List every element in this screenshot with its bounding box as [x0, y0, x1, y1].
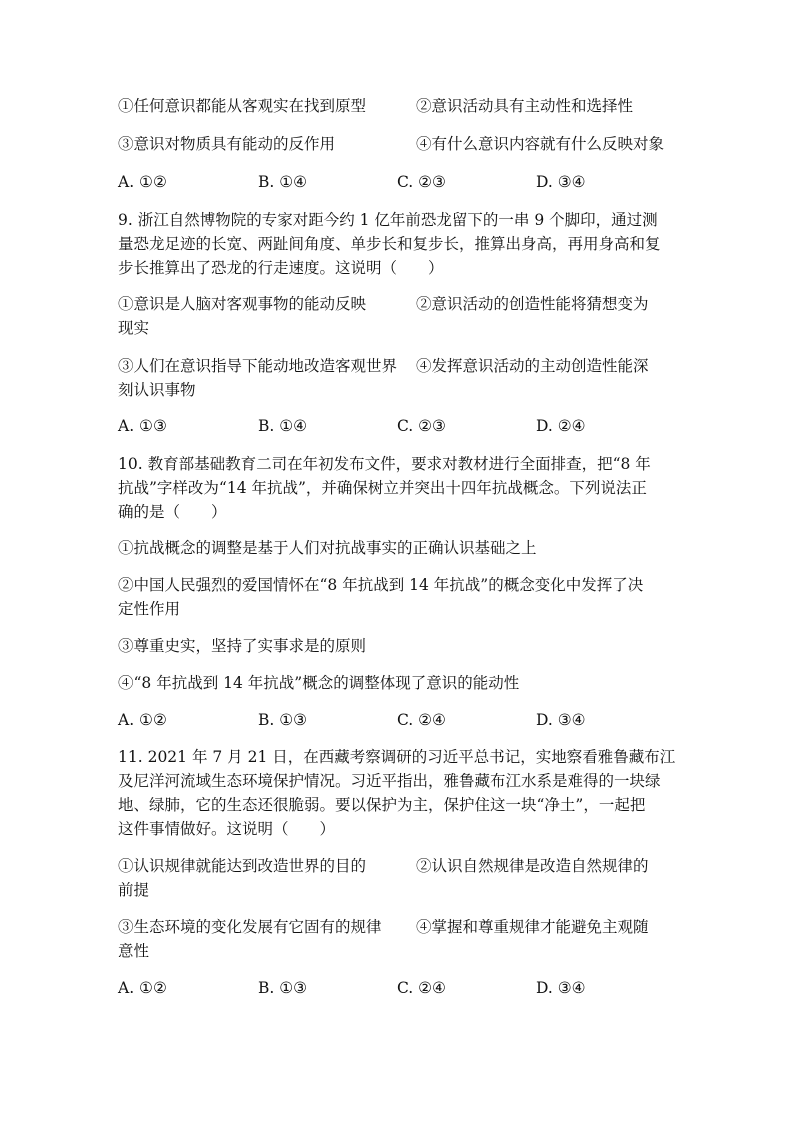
- q11-answer-d: D. ③④: [536, 979, 586, 997]
- q11-answer-c: C. ②④: [397, 979, 446, 997]
- q10-stem-line-3: 确的是（ ）: [118, 503, 227, 521]
- q10-stem-line-2: 抗战”字样改为“14 年抗战”，并确保树立并突出十四年抗战概念。下列说法正: [118, 479, 647, 497]
- q10-answer-a: A. ①②: [118, 711, 167, 729]
- q11-answer-a: A. ①②: [118, 979, 167, 997]
- q11-answer-b: B. ①③: [258, 979, 308, 997]
- q10-answer-b: B. ①③: [258, 711, 308, 729]
- q9-stem-line-2: 量恐龙足迹的长宽、两趾间角度、单步长和复步长，推算出身高，再用身高和复: [118, 235, 661, 253]
- q9-option-2-cont: 现实: [118, 319, 150, 337]
- q9-option-4: ④发挥意识活动的主动创造性能深: [416, 357, 649, 375]
- q11-stem-line-3: 地、绿肺，它的生态还很脆弱。要以保护为主，保护住这一块“净土”，一起把: [118, 796, 646, 814]
- q10-option-2-cont: 定性作用: [118, 600, 181, 618]
- q11-option-1: ①认识规律就能达到改造世界的目的: [118, 857, 367, 875]
- q8-answer-a: A. ①②: [118, 173, 167, 191]
- q9-answer-b: B. ①④: [258, 417, 308, 435]
- q9-stem-line-3: 步长推算出了恐龙的行走速度。这说明（ ）: [118, 259, 444, 277]
- q9-option-3: ③人们在意识指导下能动地改造客观世界: [118, 357, 398, 375]
- q11-stem-line-2: 及尼洋河流域生态环境保护情况。习近平指出，雅鲁藏布江水系是难得的一块绿: [118, 772, 661, 790]
- q11-stem-line-4: 这件事情做好。这说明（ ）: [118, 820, 336, 838]
- q9-option-1: ①意识是人脑对客观事物的能动反映: [118, 295, 367, 313]
- q11-option-4: ④掌握和尊重规律才能避免主观随: [416, 918, 649, 936]
- q9-answer-d: D. ②④: [536, 417, 586, 435]
- q8-answer-c: C. ②③: [397, 173, 446, 191]
- q10-option-4: ④“8 年抗战到 14 年抗战”概念的调整体现了意识的能动性: [118, 674, 520, 692]
- q10-option-1: ①抗战概念的调整是基于人们对抗战事实的正确认识基础之上: [118, 539, 537, 557]
- q11-option-2: ②认识自然规律是改造自然规律的: [416, 857, 649, 875]
- q11-option-4-cont: 意性: [118, 942, 150, 960]
- q8-option-3: ③意识对物质具有能动的反作用: [118, 135, 336, 153]
- q10-stem-line-1: 10. 教育部基础教育二司在年初发布文件，要求对教材进行全面排查，把“8 年: [118, 455, 651, 473]
- q8-option-4: ④有什么意识内容就有什么反映对象: [416, 135, 665, 153]
- q10-answer-c: C. ②④: [397, 711, 446, 729]
- q8-option-1: ①任何意识都能从客观实在找到原型: [118, 97, 367, 115]
- q11-option-2-cont: 前提: [118, 881, 150, 899]
- q8-answer-d: D. ③④: [536, 173, 586, 191]
- q8-answer-b: B. ①④: [258, 173, 308, 191]
- q10-option-2: ②中国人民强烈的爱国情怀在“8 年抗战到 14 年抗战”的概念变化中发挥了决: [118, 576, 644, 594]
- q9-option-2: ②意识活动的创造性能将猜想变为: [416, 295, 649, 313]
- q9-option-4-cont: 刻认识事物: [118, 381, 196, 399]
- q8-option-2: ②意识活动具有主动性和选择性: [416, 97, 634, 115]
- q10-answer-d: D. ③④: [536, 711, 586, 729]
- q9-answer-a: A. ①③: [118, 417, 167, 435]
- q9-answer-c: C. ②③: [397, 417, 446, 435]
- q10-option-3: ③尊重史实，坚持了实事求是的原则: [118, 637, 367, 655]
- q11-option-3: ③生态环境的变化发展有它固有的规律: [118, 918, 382, 936]
- q11-stem-line-1: 11. 2021 年 7 月 21 日，在西藏考察调研的习近平总书记，实地察看雅鲁藏布江: [118, 748, 676, 766]
- q9-stem-line-1: 9. 浙江自然博物院的专家对距今约 1 亿年前恐龙留下的一串 9 个脚印，通过测: [118, 211, 658, 229]
